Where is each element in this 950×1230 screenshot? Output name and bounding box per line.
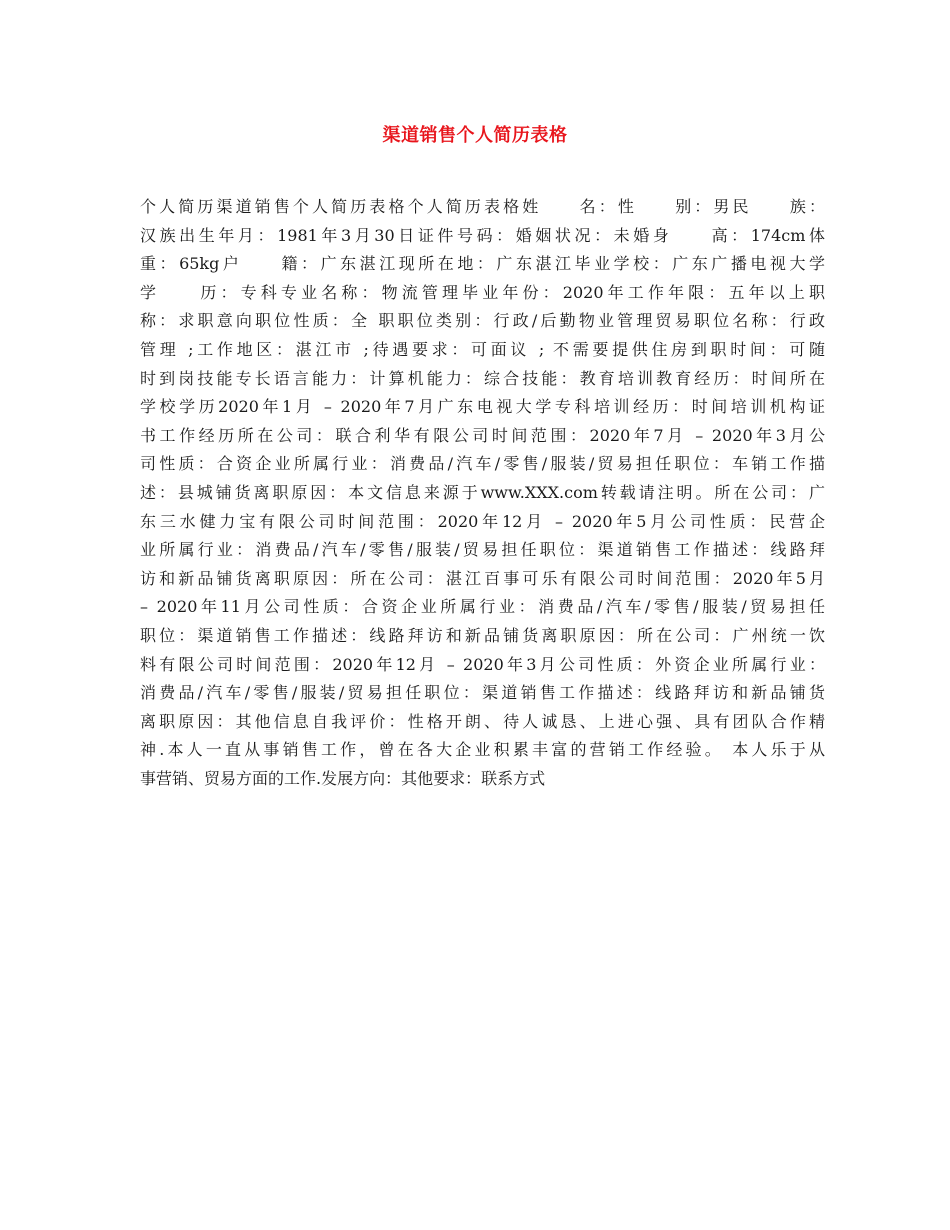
body-line: 重：65kg户 籍：广东湛江现所在地：广东湛江毕业学校：广东广播电视大学	[140, 254, 825, 274]
body-line: – 2020年11月公司性质：合资企业所属行业：消费品/汽车/零售/服装/贸易担任	[140, 597, 825, 617]
body-line: 离职原因：其他信息自我评价：性格开朗、待人诚恳、上进心强、具有团队合作精	[140, 711, 825, 731]
document-body	[140, 193, 825, 793]
body-line: 访和新品铺货离职原因：所在公司：湛江百事可乐有限公司时间范围：2020年5月	[140, 568, 825, 588]
body-line: 东三水健力宝有限公司时间范围：2020年12月 – 2020年5月公司性质：民营企	[140, 511, 825, 531]
body-line: 学 历：专科专业名称：物流管理毕业年份：2020年工作年限：五年以上职	[140, 282, 825, 302]
body-line: 消费品/汽车/零售/服装/贸易担任职位：渠道销售工作描述：线路拜访和新品铺货	[140, 683, 825, 703]
body-line: 学校学历2020年1月 – 2020年7月广东电视大学专科培训经历：时间培训机构证	[140, 397, 825, 417]
body-line: 时到岗技能专长语言能力：计算机能力：综合技能：教育培训教育经历：时间所在	[140, 368, 825, 388]
body-line: 职位：渠道销售工作描述：线路拜访和新品铺货离职原因：所在公司：广州统一饮	[140, 625, 825, 645]
body-line: 神.本人一直从事销售工作，曾在各大企业积累丰富的营销工作经验。 本人乐于从	[140, 740, 825, 760]
document-title: 渠道销售个人简历表格	[382, 125, 568, 146]
body-line: 汉族出生年月：1981年3月30日证件号码：婚姻状况：未婚身 高：174cm体	[140, 225, 825, 245]
body-line: 事营销、贸易方面的工作.发展方向：其他要求：联系方式	[140, 768, 546, 788]
body-line: 书工作经历所在公司：联合利华有限公司时间范围：2020年7月 – 2020年3月公	[140, 425, 825, 445]
body-line: 述：县城铺货离职原因：本文信息来源于www.XXX.com转载请注明。所在公司：广	[140, 482, 825, 502]
body-line: 司性质：合资企业所属行业：消费品/汽车/零售/服装/贸易担任职位：车销工作描	[140, 454, 825, 474]
body-line: 个人简历渠道销售个人简历表格个人简历表格姓 名：性 别：男民 族：	[140, 197, 825, 216]
body-line: 称：求职意向职位性质：全 职职位类别：行政/后勤物业管理贸易职位名称：行政	[140, 311, 825, 331]
body-line: 业所属行业：消费品/汽车/零售/服装/贸易担任职位：渠道销售工作描述：线路拜	[140, 540, 825, 560]
body-line: 料有限公司时间范围：2020年12月 – 2020年3月公司性质：外资企业所属行业：	[140, 654, 825, 674]
body-line: 管理 ;工作地区：湛江市 ;待遇要求：可面议 ; 不需要提供住房到职时间：可随	[140, 339, 825, 359]
